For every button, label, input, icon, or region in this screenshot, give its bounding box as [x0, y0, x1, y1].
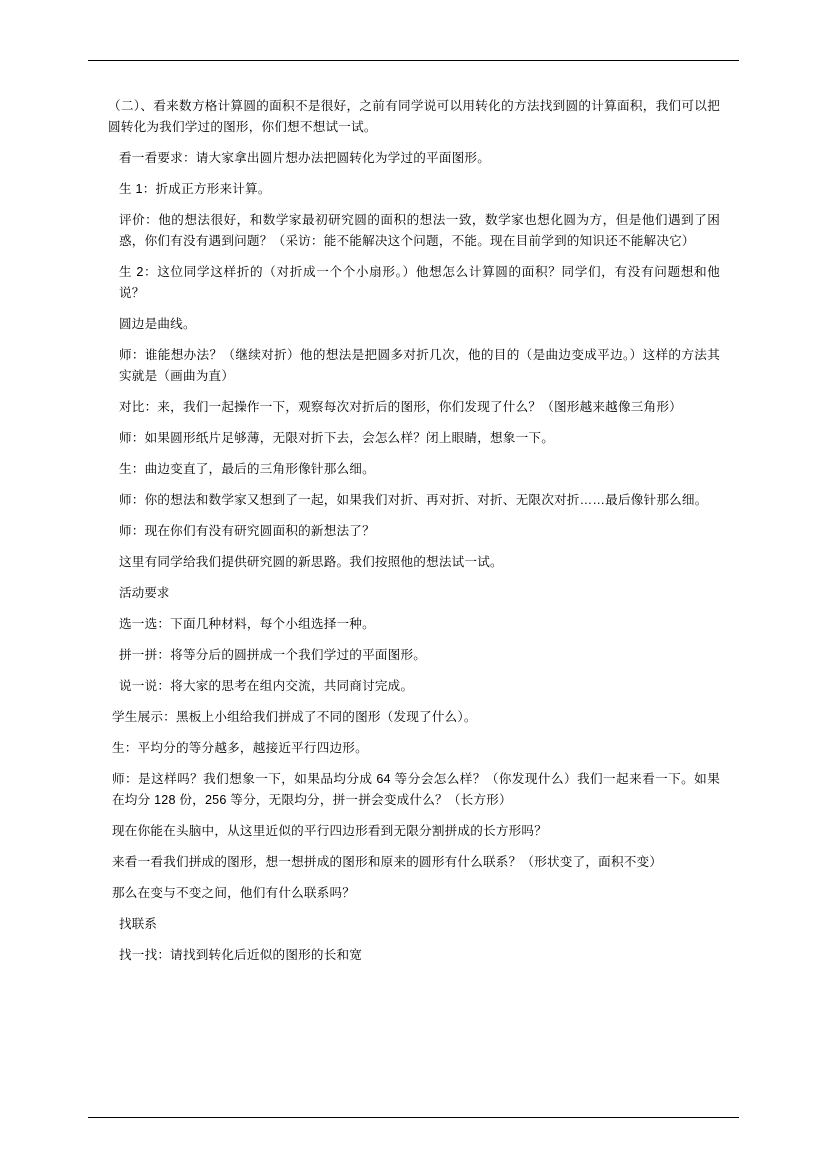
paragraph: 拼一拼：将等分后的圆拼成一个我们学过的平面图形。 [119, 648, 427, 662]
paragraph: 生 1：折成正方形来计算。 [119, 182, 271, 196]
paragraph: 师：现在你们有没有研究圆面积的新想法了？ [119, 524, 375, 538]
paragraph: 说一说：将大家的思考在组内交流，共同商讨完成。 [119, 679, 414, 693]
section-heading: 找联系 [119, 917, 157, 931]
paragraph: 生：平均分的等分越多，越接近平行四边形。 [112, 741, 368, 755]
paragraph: 生 2：这位同学这样折的（对折成一个个小扇形。）他想怎么计算圆的面积？同学们，有没有问题想和他说？ [119, 265, 720, 300]
footer-rule [88, 1117, 739, 1118]
paragraph: 师：你的想法和数学家又想到了一起，如果我们对折、再对折、对折、无限次对折……最后像针那么细。 [119, 493, 708, 507]
paragraph: 师：是这样吗？我们想象一下，如果品均分成 64 等分会怎么样？（你发现什么）我们一起来看一下。如果在均分 128 份，256 等分，无限均分，拼一拼会变成什么？（长方形） [112, 772, 720, 807]
paragraph: 找一找：请找到转化后近似的图形的长和宽 [119, 948, 363, 962]
paragraph: 师：谁能想办法？（继续对折）他的想法是把圆多对折几次，他的目的（是曲边变成平边。）这样的方法其实就是（画曲为直） [119, 348, 720, 383]
paragraph: （二）、看来数方格计算圆的面积不是很好，之前有同学说可以用转化的方法找到圆的计算面积，我们可以把圆转化为我们学过的图形，你们想不想试一试。 [108, 99, 720, 134]
paragraph: 对比：来，我们一起操作一下，观察每次对折后的图形，你们发现了什么？（图形越来越像三角形） [119, 400, 682, 414]
paragraph: 选一选：下面几种材料，每个小组选择一种。 [119, 617, 375, 631]
paragraph: 生：曲边变直了，最后的三角形像针那么细。 [119, 462, 375, 476]
paragraph: 这里有同学给我们提供研究圆的新思路。我们按照他的想法试一试。 [119, 555, 503, 569]
paragraph: 圆边是曲线。 [119, 317, 196, 331]
section-heading: 活动要求 [119, 586, 170, 600]
paragraph: 看一看要求：请大家拿出圆片想办法把圆转化为学过的平面图形。 [119, 151, 491, 165]
paragraph: 来看一看我们拼成的图形，想一想拼成的图形和原来的圆形有什么联系？（形状变了，面积不变） [112, 855, 663, 869]
document-body [108, 96, 720, 976]
header-rule [88, 60, 739, 61]
paragraph: 学生展示：黑板上小组给我们拼成了不同的图形（发现了什么）。 [112, 710, 477, 724]
paragraph: 那么在变与不变之间，他们有什么联系吗？ [112, 886, 356, 900]
paragraph: 师：如果圆形纸片足够薄，无限对折下去，会怎么样？闭上眼睛，想象一下。 [119, 431, 554, 445]
paragraph: 现在你能在头脑中，从这里近似的平行四边形看到无限分割拼成的长方形吗？ [112, 824, 547, 838]
paragraph: 评价：他的想法很好，和数学家最初研究圆的面积的想法一致，数学家也想化圆为方，但是他们遇到了困惑，你们有没有遇到问题？（采访：能不能解决这个问题，不能。现在目前学到的知识还不能解决它） [119, 213, 720, 248]
